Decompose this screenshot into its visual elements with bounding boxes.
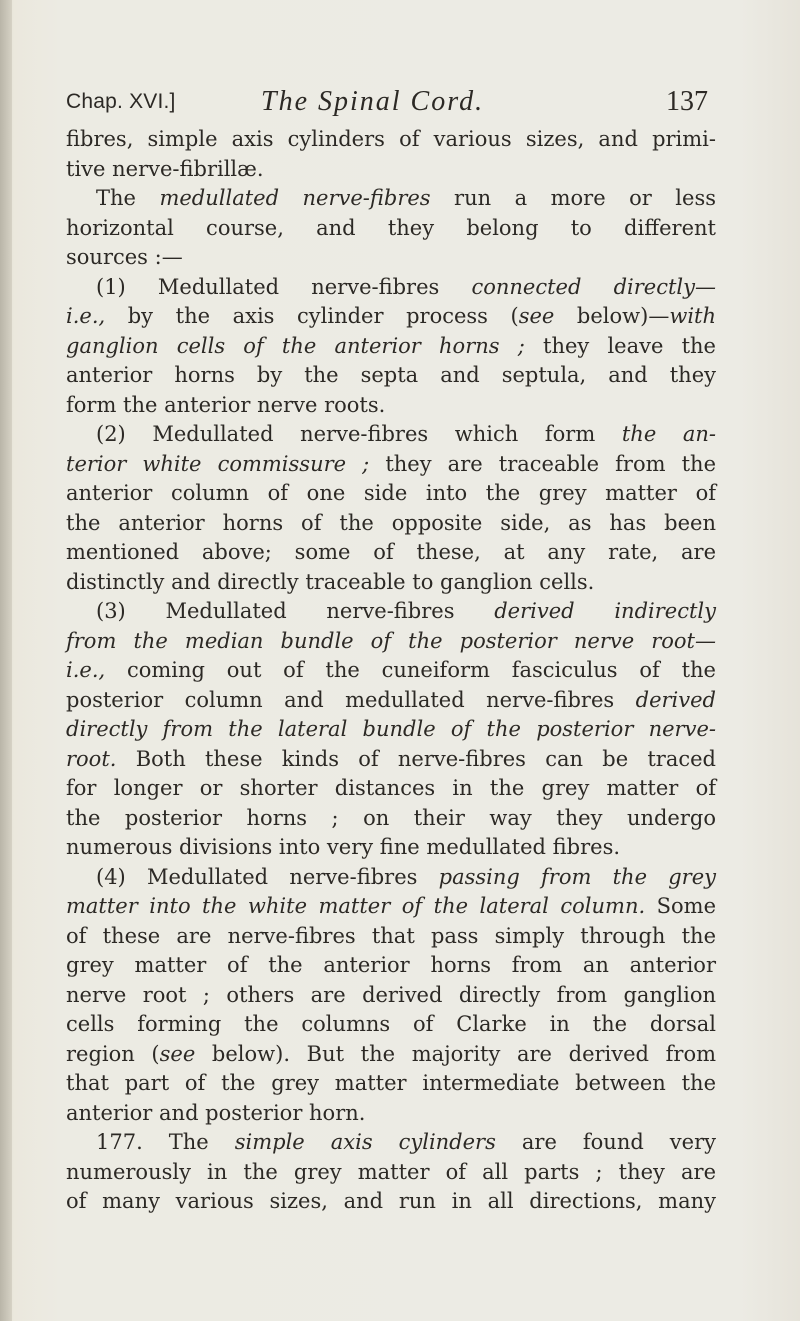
text-span: coming out of the cuneiform fasciculus of the xyxy=(105,658,716,682)
text-line xyxy=(66,155,716,185)
italic-text: with xyxy=(669,304,716,328)
text-line xyxy=(66,538,716,568)
text-span: nerve root ; others are derived directly from ganglion xyxy=(66,982,716,1007)
text-line xyxy=(66,420,716,450)
text-span: grey matter of the anterior horns from an anterior xyxy=(66,953,716,977)
text-line xyxy=(66,568,716,598)
text-span: form the anterior nerve roots. xyxy=(66,392,386,417)
text-span: tive nerve-fibrillæ. xyxy=(66,156,264,181)
text-line xyxy=(66,686,716,716)
text-line xyxy=(66,892,716,922)
text-line xyxy=(66,361,716,391)
text-line xyxy=(66,1069,716,1099)
text-span: Some xyxy=(645,894,717,918)
text-line xyxy=(66,627,716,657)
text-line xyxy=(66,1040,716,1070)
text-span: that part of the grey matter intermediate between the xyxy=(66,1071,716,1095)
text-span: anterior column of one side into the grey matter of xyxy=(66,481,716,505)
text-span: cells forming the columns of Clarke in the dorsal xyxy=(66,1012,716,1036)
italic-text: ganglion cells of the anterior horns ; xyxy=(66,333,525,358)
text-line xyxy=(66,656,716,686)
text-span: by the axis cylinder process ( xyxy=(105,304,519,328)
text-line xyxy=(66,214,716,244)
running-header xyxy=(66,88,726,128)
text-span: below)— xyxy=(554,304,670,328)
text-span: run a more or less xyxy=(430,186,716,210)
italic-text: passing from the grey xyxy=(438,864,716,889)
text-line xyxy=(66,597,716,627)
italic-text: simple axis cylinders xyxy=(234,1130,496,1154)
text-line xyxy=(66,804,716,834)
text-span: distinctly and directly traceable to ganglion cells. xyxy=(66,569,595,594)
text-line xyxy=(66,125,716,155)
text-span: the anterior horns of the opposite side, as has been xyxy=(66,510,716,535)
text-line xyxy=(66,273,716,303)
italic-text: i.e., xyxy=(66,658,106,682)
text-line xyxy=(66,1187,716,1217)
text-span: horizontal course, and they belong to different xyxy=(66,215,716,240)
body-text xyxy=(66,125,716,1217)
text-span: (1) Medullated nerve-fibres xyxy=(96,274,472,299)
text-span: Both these kinds of nerve-fibres can be traced xyxy=(116,746,716,771)
text-span: 177. The xyxy=(96,1130,235,1154)
text-line xyxy=(66,922,716,952)
italic-text: see xyxy=(159,1041,196,1066)
text-span: mentioned above; some of these, at any rate, are xyxy=(66,540,716,564)
text-line xyxy=(66,479,716,509)
text-line xyxy=(66,450,716,480)
italic-text: from the median bundle of the posterior nerve root— xyxy=(66,628,716,653)
text-line xyxy=(66,391,716,421)
text-span: they are traceable from the xyxy=(369,451,716,476)
text-line xyxy=(66,951,716,981)
text-line xyxy=(66,863,716,893)
text-line xyxy=(66,1099,716,1129)
text-span: The xyxy=(96,186,160,210)
italic-text: derived indirectly xyxy=(494,599,716,623)
italic-text: the an- xyxy=(621,422,716,446)
italic-text: i.e., xyxy=(66,304,106,328)
text-line xyxy=(66,332,716,362)
running-title: The Spinal Cord. xyxy=(261,86,485,117)
text-span: anterior horns by the septa and septula, and they xyxy=(66,363,716,387)
text-span: below). But the majority are derived from xyxy=(195,1041,716,1066)
text-line xyxy=(66,715,716,745)
text-span: of many various sizes, and run in all directions, many xyxy=(66,1189,716,1213)
italic-text: connected directly— xyxy=(471,274,716,299)
text-line xyxy=(66,745,716,775)
text-span: for longer or shorter distances in the grey matter of xyxy=(66,776,716,800)
italic-text: matter into the white matter of the lateral column. xyxy=(66,894,646,918)
text-span: the posterior horns ; on their way they undergo xyxy=(66,805,716,830)
italic-text: root. xyxy=(66,746,117,771)
text-span: fibres, simple axis cylinders of various sizes, and primi- xyxy=(66,127,716,151)
text-line xyxy=(66,1128,716,1158)
text-line xyxy=(66,509,716,539)
text-line xyxy=(66,774,716,804)
text-line xyxy=(66,1010,716,1040)
italic-text: derived xyxy=(635,687,716,712)
text-span: region ( xyxy=(66,1041,160,1066)
italic-text: see xyxy=(518,304,555,328)
text-span: numerous divisions into very fine medullated fibres. xyxy=(66,835,621,859)
text-span: (3) Medullated nerve-fibres xyxy=(96,599,495,623)
text-span: numerously in the grey matter of all parts ; they are xyxy=(66,1159,716,1184)
text-span: posterior column and medullated nerve-fibres xyxy=(66,687,636,712)
text-span: are found very xyxy=(495,1130,716,1154)
italic-text: medullated nerve-fibres xyxy=(159,186,431,210)
text-line xyxy=(66,1158,716,1188)
text-span: of these are nerve-fibres that pass simply through the xyxy=(66,923,716,948)
italic-text: directly from the lateral bundle of the posterior nerve- xyxy=(66,717,716,741)
text-span: (2) Medullated nerve-fibres which form xyxy=(96,422,622,446)
text-span: anterior and posterior horn. xyxy=(66,1100,366,1125)
page-number: 137 xyxy=(666,86,708,117)
page-gutter-shadow xyxy=(0,0,12,1321)
text-span: (4) Medullated nerve-fibres xyxy=(96,864,439,889)
text-span: sources :— xyxy=(66,245,183,269)
text-line xyxy=(66,981,716,1011)
text-line xyxy=(66,184,716,214)
text-line xyxy=(66,243,716,273)
text-line xyxy=(66,302,716,332)
text-span: they leave the xyxy=(524,333,716,358)
chapter-label: Chap. XVI.] xyxy=(66,90,176,113)
italic-text: terior white commissure ; xyxy=(66,451,370,476)
text-line xyxy=(66,833,716,863)
